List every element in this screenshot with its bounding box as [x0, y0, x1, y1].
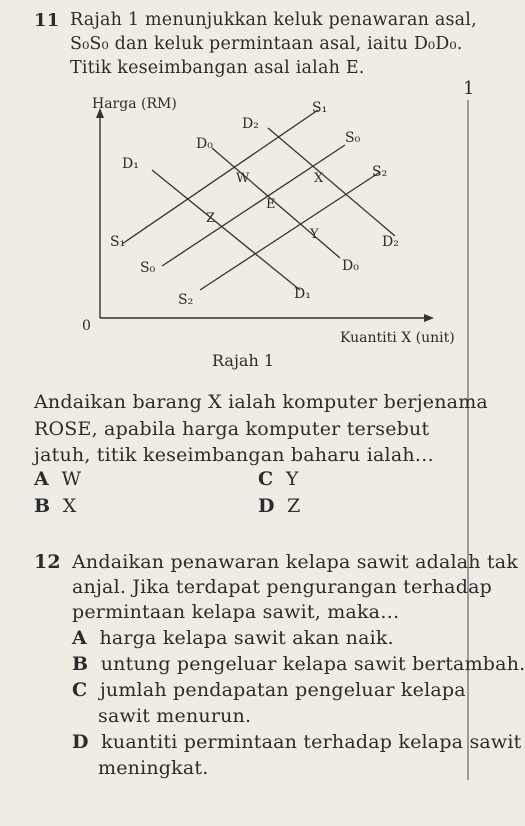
q11-option-c[interactable]: C Y: [258, 468, 299, 490]
q11-line-2: S₀S₀ dan keluk permintaan asal, iaitu D₀D₀.: [70, 34, 463, 54]
curve-d0: [212, 148, 340, 258]
label-d1-top: D₁: [122, 156, 139, 172]
point-e: E: [266, 197, 276, 212]
point-z: Z: [206, 211, 216, 226]
curve-s0: [162, 145, 345, 266]
q12-option-c[interactable]: C jumlah pendapatan pengeluar kelapa: [72, 679, 466, 701]
x-axis-arrow: [424, 314, 434, 322]
curve-d2: [268, 128, 395, 236]
point-y: Y: [310, 227, 319, 242]
q12-option-b[interactable]: B untung pengeluar kelapa sawit bertambah.: [72, 653, 525, 675]
q11-line-1: Rajah 1 menunjukkan keluk penawaran asal,: [70, 10, 477, 30]
label-s0-top: S₀: [345, 130, 361, 146]
origin-label: 0: [82, 318, 91, 334]
curve-s1: [122, 110, 318, 244]
q12-option-a[interactable]: A harga kelapa sawit akan naik.: [72, 627, 394, 649]
x-axis-label: Kuantiti X (unit): [340, 330, 455, 346]
q11-option-b[interactable]: B X: [34, 495, 77, 517]
supply-demand-diagram: [0, 0, 477, 380]
q12-option-d-cont: meningkat.: [98, 757, 209, 779]
q12-stem-line-3: permintaan kelapa sawit, maka…: [72, 601, 400, 623]
figure-caption: Rajah 1: [212, 351, 275, 370]
q11-line-3: Titik keseimbangan asal ialah E.: [70, 58, 365, 78]
point-w: W: [236, 171, 250, 186]
question-number: 11: [34, 10, 60, 31]
q11-stem-line-2: ROSE, apabila harga komputer tersebut: [34, 418, 430, 440]
label-s1-top: S₁: [312, 100, 328, 116]
q11-option-d[interactable]: D Z: [258, 495, 301, 517]
question-number: 12: [34, 551, 61, 573]
label-d0-top: D₀: [196, 136, 213, 152]
q11-stem-line-3: jatuh, titik keseimbangan baharu ialah…: [34, 444, 434, 466]
label-d2-top: D₂: [242, 116, 259, 132]
label-d1-bottom: D₁: [294, 286, 311, 302]
label-s1-bottom: S₁: [110, 234, 126, 250]
q11-stem-line-1: Andaikan barang X ialah komputer berjenama: [34, 391, 488, 413]
margin-number: 1: [463, 78, 475, 99]
q12-option-c-cont: sawit menurun.: [98, 705, 252, 727]
label-s2-bottom: S₂: [178, 292, 194, 308]
point-x: X: [314, 171, 324, 186]
q12-stem-line-2: anjal. Jika terdapat pengurangan terhadap: [72, 576, 492, 598]
q12-option-d[interactable]: D kuantiti permintaan terhadap kelapa sawit: [72, 731, 522, 753]
label-d2-bottom: D₂: [382, 234, 399, 250]
q11-option-a[interactable]: A W: [34, 468, 82, 490]
y-axis-label: Harga (RM): [92, 96, 177, 112]
curve-d1: [152, 170, 300, 290]
label-s0-bottom: S₀: [140, 260, 156, 276]
label-d0-bottom: D₀: [342, 258, 359, 274]
label-s2-top: S₂: [372, 164, 388, 180]
q12-stem-line-1: Andaikan penawaran kelapa sawit adalah tak: [72, 551, 519, 573]
